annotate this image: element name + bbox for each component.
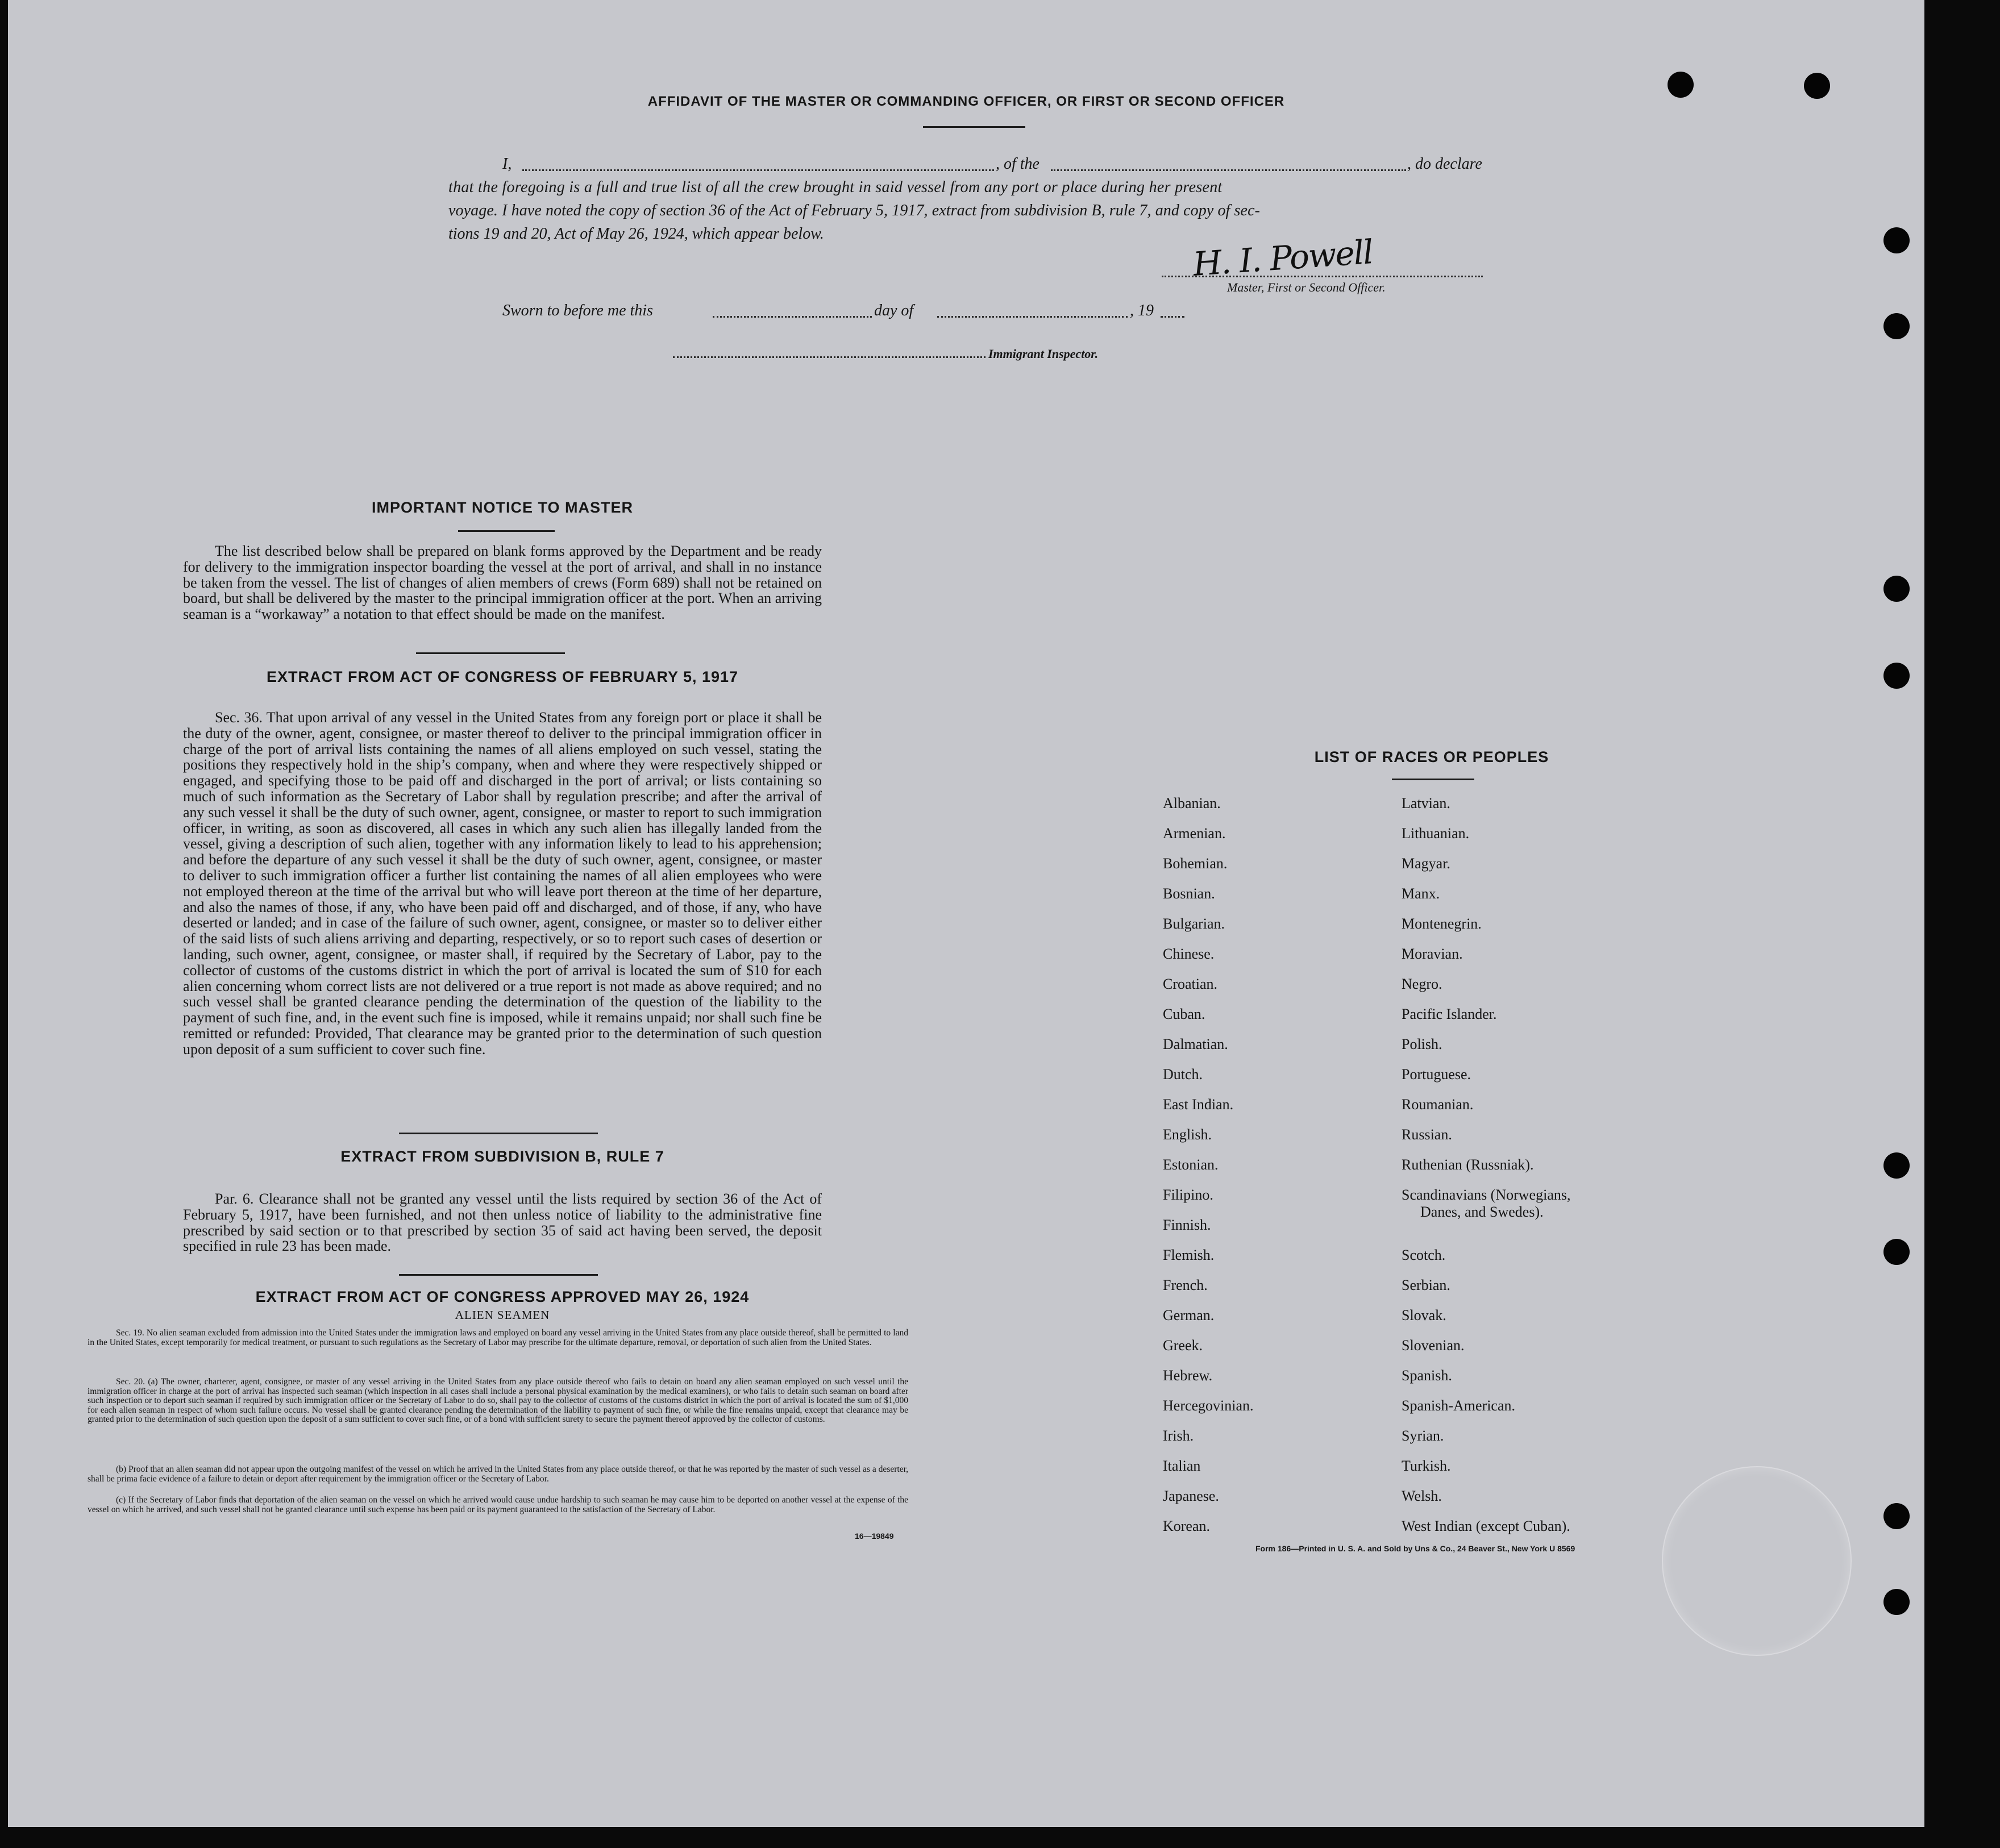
race-item: Spanish-American. [1402, 1397, 1516, 1414]
race-item: Roumanian. [1402, 1096, 1474, 1113]
race-item: East Indian. [1163, 1096, 1234, 1113]
sec-19-text: Sec. 19. No alien seaman excluded from admission into the United States under the immigration laws and employed on board any vessel arriving in the United States from any place outside thereof, shall be permitted to land in the United States, except temporarily for medical treatment, or pursuant to such regulations as the Secretary of Labor may prescribe for the ultimate departure, removal, or deportation of such alien from the United States. [88, 1328, 908, 1347]
race-item: Hebrew. [1163, 1367, 1213, 1384]
name-blank[interactable] [522, 169, 994, 171]
notice-body: The list described below shall be prepared on blank forms approved by the Department and be ready for delivery to the immigration inspector boarding the vessel at the port of arrival, and shall in no instance be taken from the vessel. The list of changes of alien members of crews (Form 689) shall not be retained on board, but shall be delivered by the master to the principal immigration officer at the port. When an arriving seaman is a “workaway” a notation to that effect should be made on the manifest. [183, 543, 822, 623]
race-item: Bulgarian. [1163, 915, 1225, 932]
race-item: Pacific Islander. [1402, 1006, 1497, 1022]
binder-hole [1883, 576, 1910, 602]
race-item: French. [1163, 1277, 1208, 1293]
race-item: Bohemian. [1163, 855, 1228, 872]
race-item: Manx. [1402, 885, 1440, 902]
race-item: Slovak. [1402, 1307, 1446, 1323]
race-item: Croatian. [1163, 976, 1218, 992]
affidavit-line-2: that the foregoing is a full and true list of all the crew brought in said vessel from any port or place during her present [448, 178, 1223, 196]
document-page [8, 0, 1924, 1827]
race-item: Negro. [1402, 976, 1442, 992]
affidavit-line-4: tions 19 and 20, Act of May 26, 1924, which appear below. [448, 225, 824, 243]
race-item: Dalmatian. [1163, 1036, 1228, 1052]
race-item: Russian. [1402, 1126, 1452, 1143]
race-item: English. [1163, 1126, 1212, 1143]
race-item: Magyar. [1402, 855, 1450, 872]
affidavit-i: I, [502, 155, 512, 173]
sec-20a-text: Sec. 20. (a) The owner, charterer, agent, consignee, or master of any vessel arriving in the United States from any place outside thereof who fails to detain on board any alien seaman employed on such vessel until the immigration officer in charge at the port of arrival has inspected such seaman (which inspection in all cases shall include a personal physical examination by the medical examiners), or who fails to detain such seaman on board after such inspection or to deport such seaman if required by such immigration officer or the Secretary of Labor to do so, shall pay to the collector of customs of the customs district in which the port of arrival is located the sum of $1,000 for each alien seaman in respect of whom such failure occurs. No vessel shall be granted clearance pending the determination of the liability to payment of such fine, or while the fine remains unpaid, except that clearance may be granted prior to the determination of such question upon the deposit of a sum sufficient to cover such fine, or of a bond with sufficient surety to secure the payment thereof approved by the collector of customs. [88, 1377, 908, 1425]
sworn-prefix: Sworn to before me this [502, 302, 653, 319]
race-item: Scotch. [1402, 1247, 1446, 1263]
print-code: 16—19849 [855, 1531, 894, 1541]
sworn-year: , 19 [1130, 302, 1154, 319]
binder-hole [1883, 1503, 1910, 1529]
race-item: Turkish. [1402, 1458, 1451, 1474]
rule7-body: Par. 6. Clearance shall not be granted any vessel until the lists required by section 36 of the Act of February 5, 1917, have been furnished, and not then unless notice of liability to the administrative fine prescribed by said section or to that prescribed by section 35 of said act having been served, the deposit specified in rule 23 has been made. [183, 1191, 822, 1255]
affidavit-line-3: voyage. I have noted the copy of section 36 of the Act of February 5, 1917, extract from subdivision B, rule 7, and copy of sec- [448, 202, 1261, 219]
race-item: Cuban. [1163, 1006, 1205, 1022]
race-item: Ruthenian (Russniak). [1402, 1156, 1534, 1173]
affidavit-declare: , do declare [1407, 155, 1482, 173]
race-item: Portuguese. [1402, 1066, 1471, 1083]
binder-hole [1883, 1239, 1910, 1265]
affidavit-title: AFFIDAVIT OF THE MASTER OR COMMANDING OFFICER, OR FIRST OR SECOND OFFICER [647, 94, 1285, 109]
rule7-title: EXTRACT FROM SUBDIVISION B, RULE 7 [340, 1148, 664, 1165]
race-item: Lithuanian. [1402, 825, 1470, 842]
races-divider [1392, 779, 1474, 780]
race-item: Finnish. [1163, 1217, 1211, 1233]
binder-hole [1804, 73, 1830, 99]
binder-hole [1883, 1152, 1910, 1179]
race-item: Moravian. [1402, 946, 1463, 962]
race-item: Filipino. [1163, 1187, 1213, 1203]
master-caption: Master, First or Second Officer. [1227, 280, 1386, 294]
race-item: German. [1163, 1307, 1215, 1323]
extract-1924-subtitle: ALIEN SEAMEN [455, 1308, 550, 1322]
race-item: Scandinavians (Norwegians, [1402, 1187, 1571, 1203]
race-item: Greek. [1163, 1337, 1203, 1354]
sec-20b-text: (b) Proof that an alien seaman did not appear upon the outgoing manifest of the vessel on which he arrived in the United States from any place outside thereof, or that he was reported by the master of such vessel as a deserter, shall be prima facie evidence of a failure to detain or deport after requirement by the immigration officer or the Secretary of Labor. [88, 1464, 908, 1484]
race-item: Chinese. [1163, 946, 1215, 962]
sworn-day-blank[interactable] [713, 316, 872, 318]
race-item: Albanian. [1163, 795, 1221, 811]
race-item: Syrian. [1402, 1427, 1444, 1444]
notice-end-divider [416, 652, 565, 654]
notice-divider [458, 530, 555, 532]
race-item: Polish. [1402, 1036, 1442, 1052]
race-item: Hercegovinian. [1163, 1397, 1254, 1414]
race-item: Estonian. [1163, 1156, 1219, 1173]
race-item: Italian [1163, 1458, 1201, 1474]
race-item: Montenegrin. [1402, 915, 1482, 932]
vessel-blank[interactable] [1051, 169, 1406, 171]
race-item: Irish. [1163, 1427, 1194, 1444]
sworn-day-of: day of [874, 302, 914, 319]
signature-line[interactable] [1162, 276, 1483, 277]
sworn-month-blank[interactable] [937, 316, 1128, 318]
affidavit-of-the: , of the [996, 155, 1039, 173]
race-item: Dutch. [1163, 1066, 1203, 1083]
binder-hole [1883, 313, 1910, 339]
race-item: Latvian. [1402, 795, 1450, 811]
rule7-divider [399, 1274, 598, 1276]
races-title: LIST OF RACES OR PEOPLES [1314, 748, 1549, 765]
inspector-caption: Immigrant Inspector. [988, 347, 1099, 361]
extract-1917-title: EXTRACT FROM ACT OF CONGRESS OF FEBRUARY 5, 1917 [266, 668, 739, 685]
race-item: Welsh. [1402, 1488, 1442, 1504]
form-printer-line: Form 186—Printed in U. S. A. and Sold by Uns & Co., 24 Beaver St., New York U 8569 [1255, 1544, 1575, 1553]
race-item: Japanese. [1163, 1488, 1219, 1504]
sworn-year-blank[interactable] [1161, 316, 1184, 318]
binder-hole [1668, 72, 1694, 98]
race-item: Korean. [1163, 1518, 1211, 1534]
extract-1917-divider [399, 1133, 598, 1134]
binder-hole [1883, 663, 1910, 689]
race-item: Flemish. [1163, 1247, 1215, 1263]
notice-title: IMPORTANT NOTICE TO MASTER [372, 499, 633, 516]
inspector-signature-line[interactable] [673, 356, 986, 358]
extract-1917-body: Sec. 36. That upon arrival of any vessel in the United States from any foreign port or place it shall be the duty of the owner, agent, consignee, or master thereof to deliver to the principal immigration officer in charge of the port of arrival lists containing the names of all aliens employed on such vessel, stating the positions they respectively hold in the ship’s company, when and where they were respectively shipped or engaged, and specifying those to be paid off and discharged in the port of arrival; or lists containing so much of such information as the Secretary of Labor shall by regulation prescribe; and after the arrival of any such vessel it shall be the duty of such owner, agent, consignee, or master to report to such immigration officer, in writing, as soon as discovered, all cases in which any such alien has illegally landed from the vessel, giving a description of such alien, together with any information likely to lead to his apprehension; and before the departure of any such vessel it shall be the duty of such owner, agent, consignee, or master to deliver to such immigration officer a further list containing the names of all alien employees who were not employed thereon at the time of the arrival but who will leave port thereon at the time of her departure, and also the names of those, if any, who have been paid off and discharged, and of those, if any, who have deserted or landed; and in case of the failure of such owner, agent, consignee, or master so to deliver either of the said lists of such aliens arriving and departing, respectively, or so to report such cases of desertion or landing, such owner, agent, consignee, or master shall, if required by the Secretary of Labor, pay to the collector of customs of the customs district in which the port of arrival is located the sum of $10 for each alien concerning whom correct lists are not delivered or a true report is not made as above required; and no such vessel shall be granted clearance pending the determination of the question of the liability to the payment of such fine, and, in the event such fine is imposed, while it remains unpaid; nor shall such fine be remitted or refunded: Provided, That clearance may be granted prior to the determination of such question upon deposit of a sum sufficient to cover such fine. [183, 709, 822, 1058]
race-item: Bosnian. [1163, 885, 1215, 902]
race-item: Armenian. [1163, 825, 1226, 842]
extract-1924-title: EXTRACT FROM ACT OF CONGRESS APPROVED MAY 26, 1924 [255, 1288, 750, 1305]
race-item-continued: Danes, and Swedes). [1420, 1204, 1544, 1220]
binder-hole [1883, 227, 1910, 253]
race-item: Spanish. [1402, 1367, 1452, 1384]
race-item: West Indian (except Cuban). [1402, 1518, 1570, 1534]
race-item: Serbian. [1402, 1277, 1450, 1293]
embossed-seal [1662, 1466, 1852, 1656]
race-item: Slovenian. [1402, 1337, 1465, 1354]
master-signature: H. I. Powell [1192, 232, 1374, 284]
sec-20c-text: (c) If the Secretary of Labor finds that deportation of the alien seaman on the vessel on which he arrived would cause undue hardship to such seaman he may cause him to be deported on another vessel at the expense of the vessel on which he arrived, and such vessel shall not be granted clearance until such expense has been paid or its payment guaranteed to the satisfaction of the Secretary of Labor. [88, 1495, 908, 1514]
binder-hole [1883, 1589, 1910, 1615]
title-divider [923, 126, 1025, 128]
